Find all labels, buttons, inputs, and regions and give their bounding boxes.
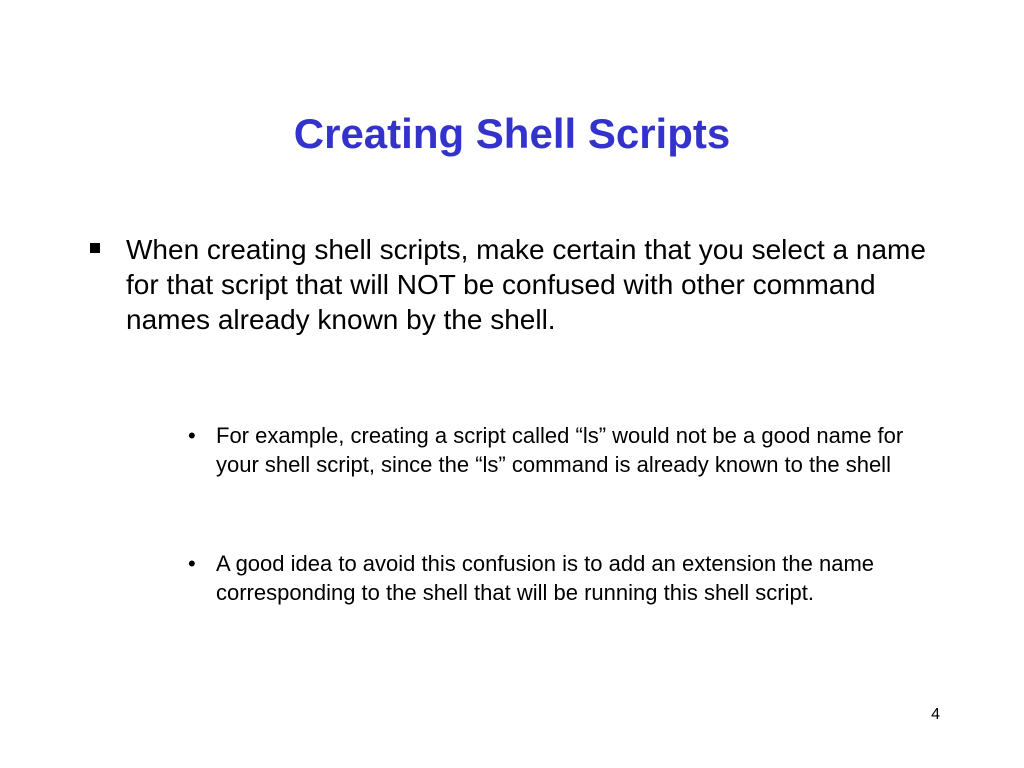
dot-bullet-icon: • <box>188 551 196 576</box>
sub-bullet-example-text: For example, creating a script called “ls” would not be a good name for your shell script, since the “ls” command is already known to the shell <box>216 423 904 477</box>
slide-title: Creating Shell Scripts <box>293 110 731 157</box>
bullet-main-text: When creating shell scripts, make certain that you select a name for that script that will NOT be confused with other command names already known by the shell. <box>126 234 926 335</box>
sub-bullet-idea-text: A good idea to avoid this confusion is to add an extension the name corresponding to the shell that will be running this shell script. <box>216 551 875 605</box>
dot-bullet-icon: • <box>188 423 196 448</box>
page-number: 4 <box>931 706 940 723</box>
square-bullet-icon <box>90 243 100 253</box>
